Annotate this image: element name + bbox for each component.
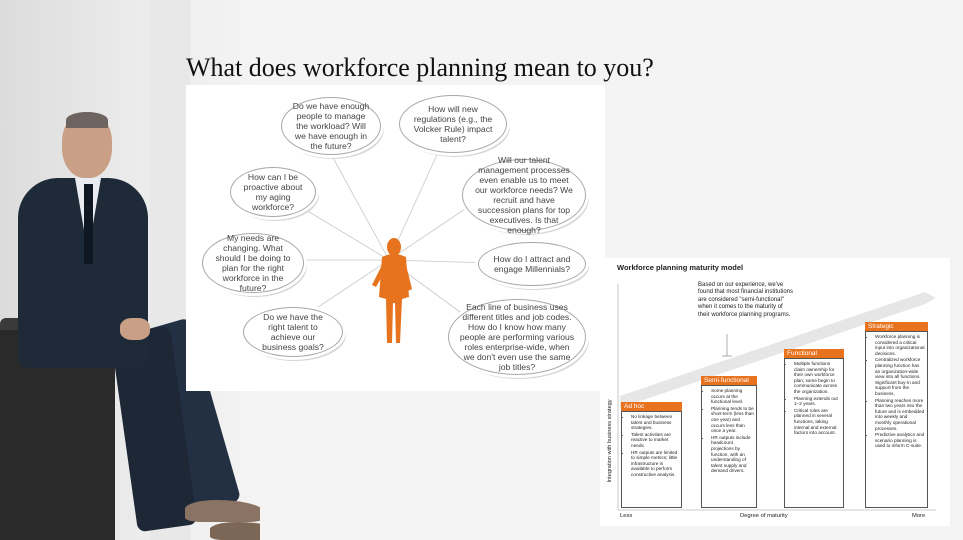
x-axis-less-label: Less [620,513,633,519]
stage-header-ad-hoc: Ad hoc [621,402,682,411]
stage-header-strategic: Strategic [865,322,928,331]
person-hand [120,318,150,340]
stage-box-ad-hoc [621,411,682,508]
bubble-job-titles: Each line of business uses different titles and job codes. How do I know how many people are performing various roles enterprise-wide, when we don't even use the same job titles? [448,299,586,375]
bubble-talent-management: Will our talent management processes even enable us to meet our workforce needs? We recruit and have succession plans for top executives. Is that enough? [462,159,586,231]
person-shoe-back [210,522,260,540]
person-tie [84,184,93,264]
maturity-model-graphic [600,258,950,526]
maturity-model-intro: Based on our experience, we've found that most financial institutions are considered "semi-functional" when it comes to the maturity of their workforce planning programs. [698,282,794,318]
x-axis-more-label: More [912,513,926,519]
stage-bullet: • HR outputs include headcount projections by function, with an understanding of talent supply and demand drivers. [711,435,754,474]
connector-line [326,145,389,260]
stage-box-strategic [865,331,928,508]
stage-box-functional [784,358,844,508]
bubble-enough-people: Do we have enough people to manage the workload? Will we have enough in the future? [281,97,381,155]
stage-bullet: • Planning tends to be short-term (less than one year) and occurs less than once a year. [711,406,754,434]
stage-header-functional: Functional [784,349,844,358]
stage-bullet: • Workforce planning is considered a critical input into organizational decisions. [875,334,925,356]
stage-bullet: • Centralized workforce planning function has an organization-wide view into all functions. Significant buy-in and support from the business. [875,357,925,396]
person-shoe-front [185,500,260,522]
bubble-needs-changing: My needs are changing. What should I be doing to plan for the right workforce in the future? [202,233,304,293]
stage-bullet: • Some planning occurs at the functional level. [711,388,754,405]
slide-title: What does workforce planning mean to you? [186,53,654,82]
maturity-model-title: Workforce planning maturity model [617,263,744,272]
y-axis-label: Integration with business strategy [607,399,613,483]
stage-bullet: • Planning reaches more than two years into the future and is embedded into weekly and monthly operational processes. [875,398,925,432]
stage-box-semi-functional [701,385,757,508]
thought-bubbles-graphic [186,85,605,391]
stage-bullet: • Planning extends out 1–2 years. [794,396,841,407]
bubble-regulations: How will new regulations (e.g., the Volcker Rule) impact talent? [399,95,507,153]
stage-bullet: • Talent activities are reactive to market needs. [631,432,679,449]
stage-bullet: • Multiple functions claim ownership for their own workforce plan; some begin to communicate across the organization. [794,361,841,395]
stage-bullet: • Predictive analytics and scenario planning is used to inform C-suite. [875,432,925,449]
stage-bullet: • No linkage between talent and business strategies. [631,414,679,431]
stage-bullet: • Critical roles are planned in several functions, taking internal and external factors into account. [794,408,841,436]
stage-bullet: • HR outputs are limited to simple metrics; little infrastructure is available to perform constructive analysis. [631,450,679,478]
x-axis-label: Degree of maturity [740,513,788,519]
bubble-millennials: How do I attract and engage Millennials? [478,242,586,286]
stage-header-semi-functional: Semi-functional [701,376,757,385]
person-hair [66,112,108,128]
bubble-right-talent: Do we have the right talent to achieve our business goals? [243,307,343,357]
bubble-aging-workforce: How can I be proactive about my aging workforce? [230,167,316,217]
